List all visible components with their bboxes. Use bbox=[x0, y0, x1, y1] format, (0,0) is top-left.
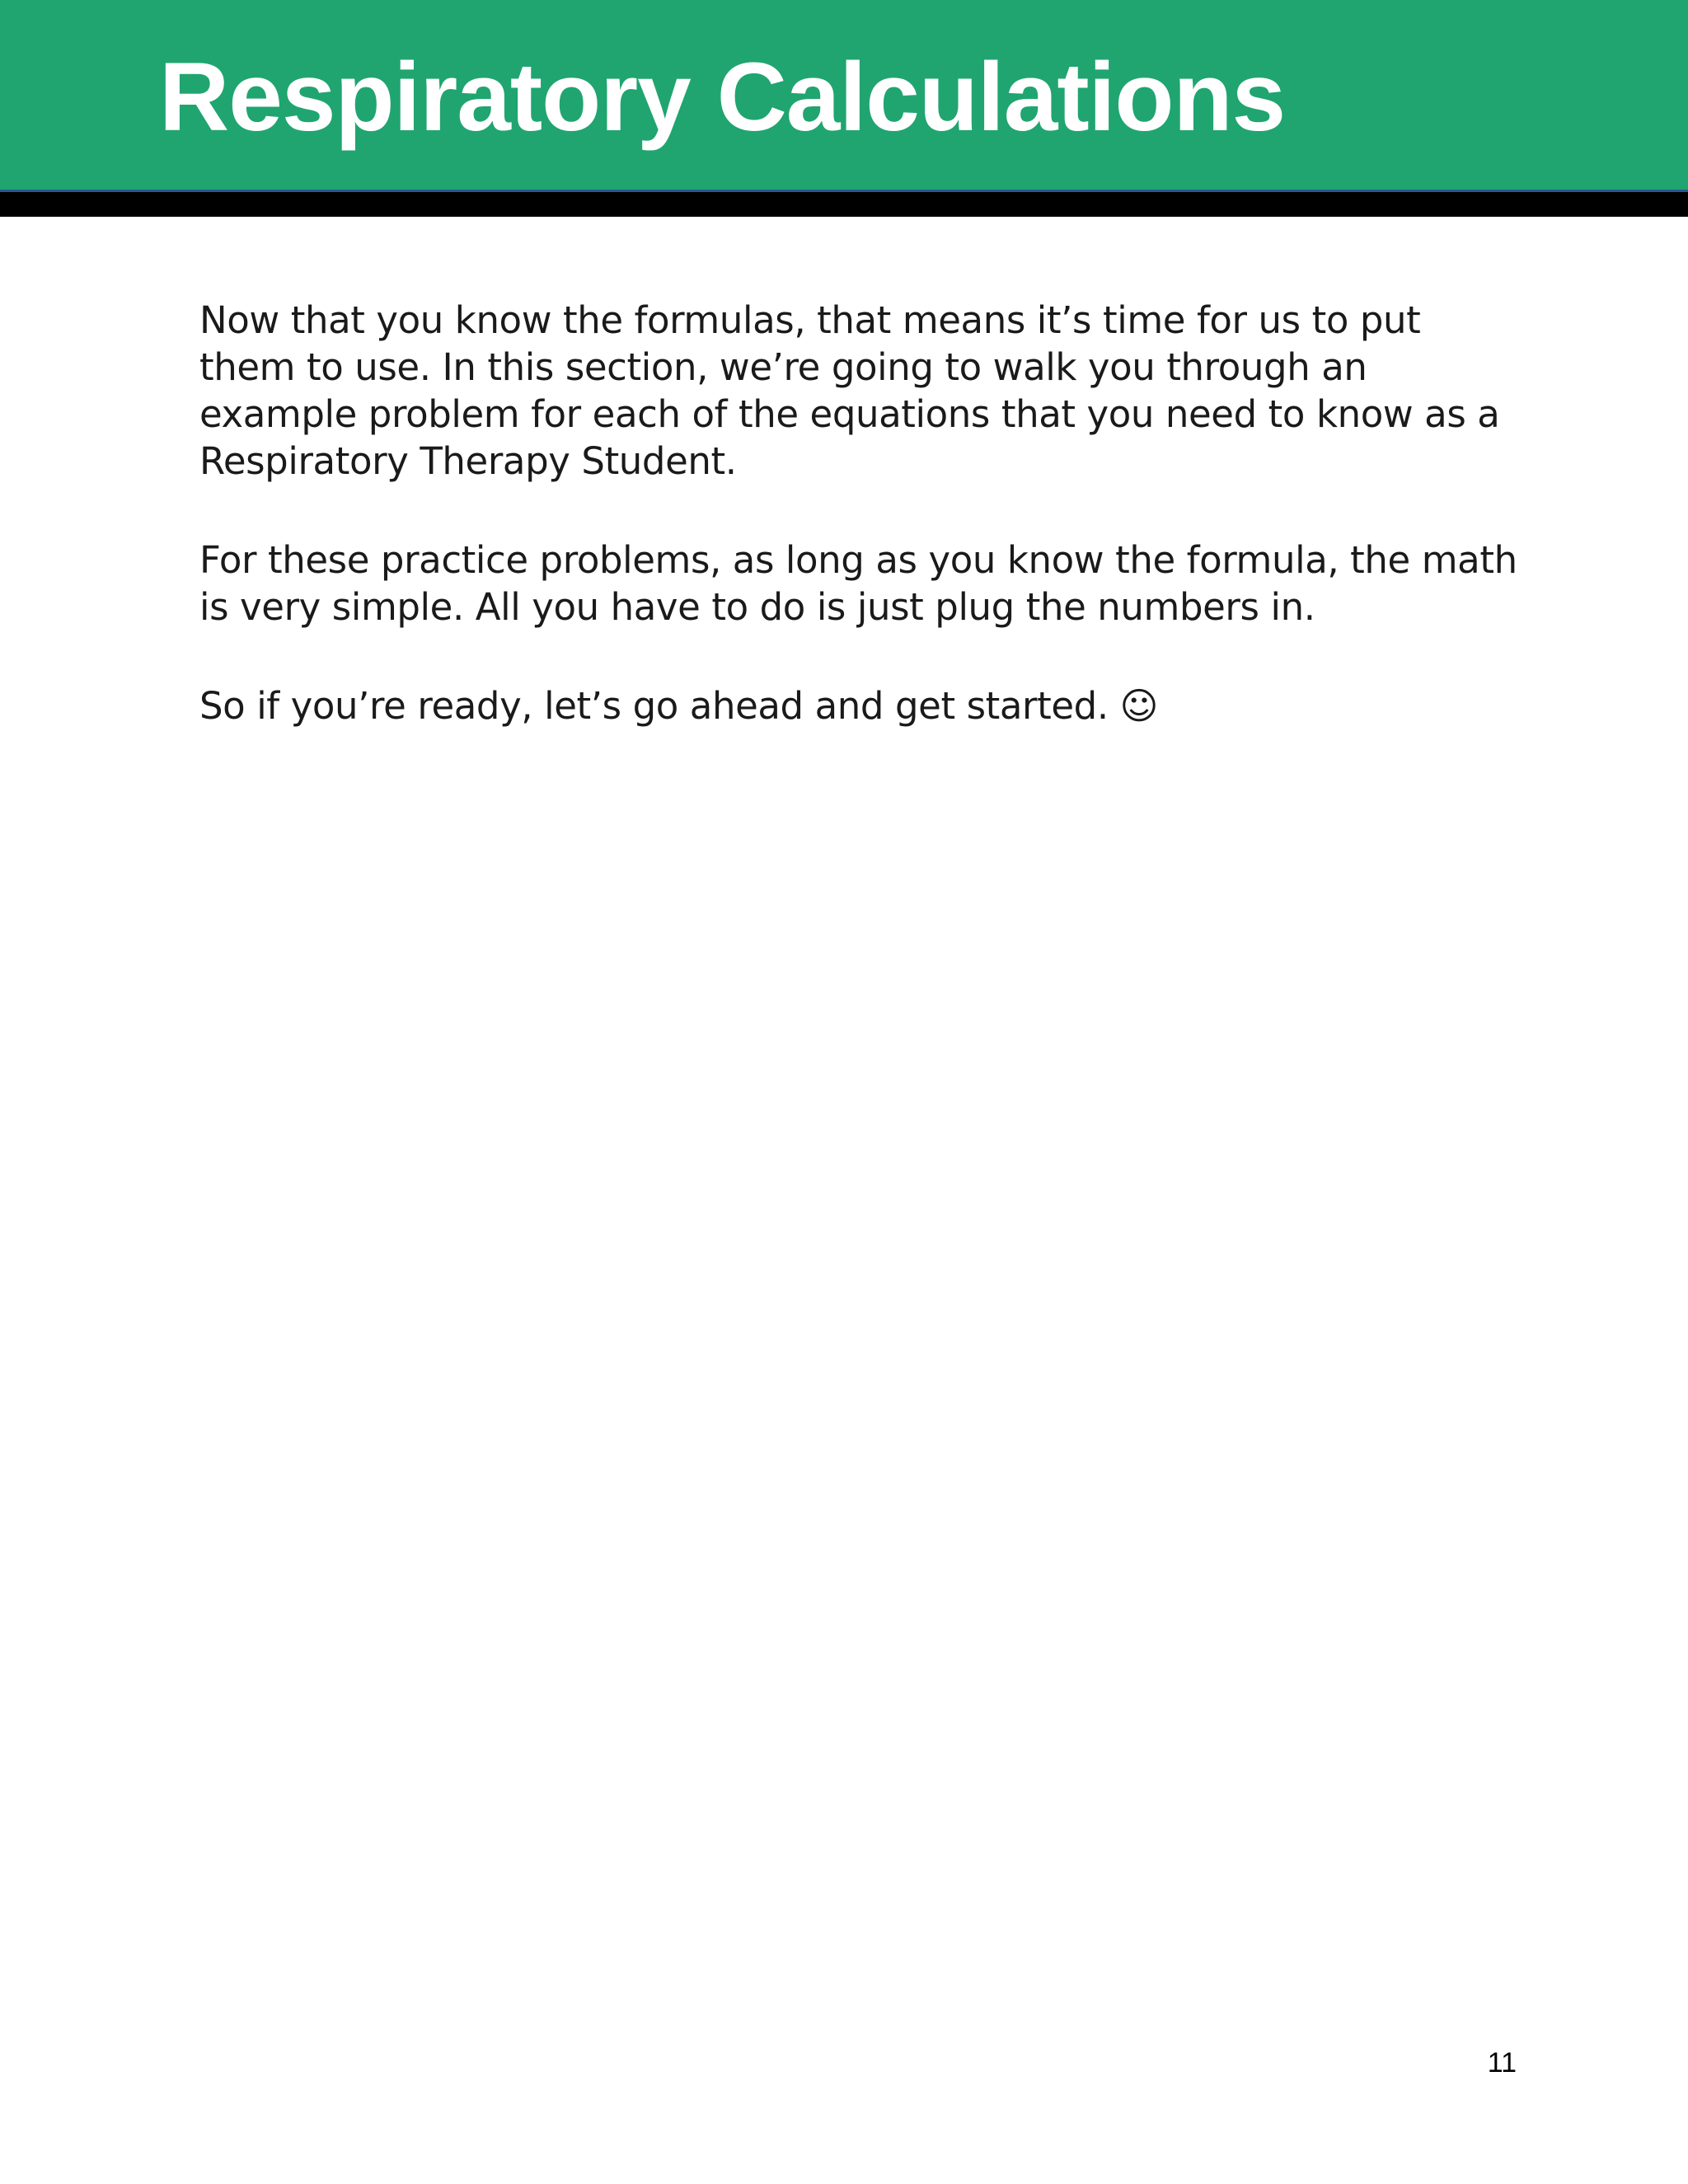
page-title: Respiratory Calculations bbox=[159, 43, 1286, 152]
practice-paragraph: For these practice problems, as long as you know the formula, the math is very simple. All you have to do is just plug the numbers in. bbox=[199, 538, 1517, 629]
intro-paragraph: Now that you know the formulas, that means it’s time for us to put them to use. In this section, we’re going to walk you through an example problem for each of the equations that you need to know as a Respiratory Therapy Student. bbox=[199, 298, 1500, 483]
header-rule bbox=[0, 192, 1688, 217]
start-paragraph: So if you’re ready, let’s go ahead and get started. ☺ bbox=[199, 684, 1159, 728]
page-number: 11 bbox=[1487, 2047, 1517, 2079]
body-text bbox=[199, 297, 1518, 781]
